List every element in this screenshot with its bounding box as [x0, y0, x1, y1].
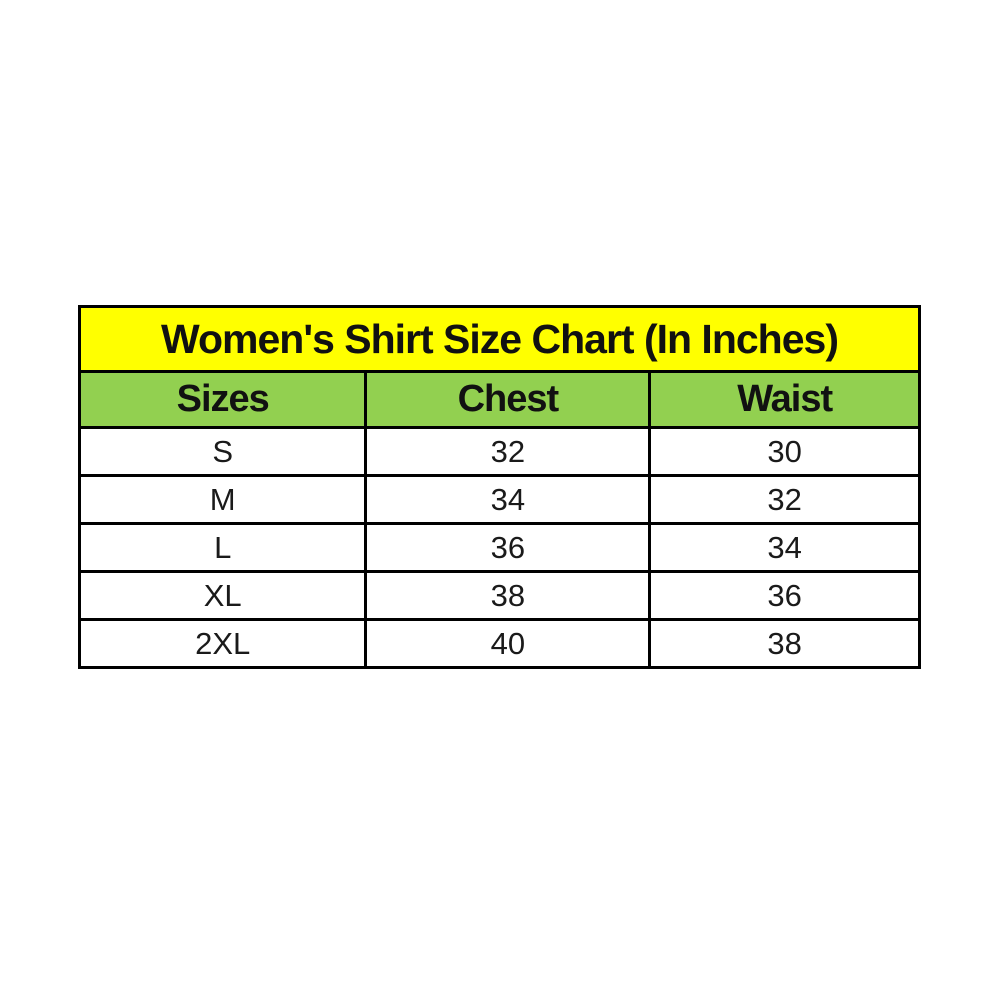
table-row: [80, 620, 920, 668]
size-cell: S: [80, 428, 366, 476]
chest-cell: 34: [366, 476, 650, 524]
waist-cell: 32: [650, 476, 920, 524]
size-chart-container: [78, 305, 921, 669]
waist-cell: 38: [650, 620, 920, 668]
column-header-chest: Chest: [366, 372, 650, 428]
table-row: [80, 572, 920, 620]
size-cell: L: [80, 524, 366, 572]
waist-cell: 36: [650, 572, 920, 620]
column-header-sizes: Sizes: [80, 372, 366, 428]
table-row: [80, 428, 920, 476]
column-header-row: [80, 372, 920, 428]
waist-cell: 30: [650, 428, 920, 476]
column-header-waist: Waist: [650, 372, 920, 428]
size-cell: 2XL: [80, 620, 366, 668]
size-chart-table: [78, 305, 921, 669]
chest-cell: 36: [366, 524, 650, 572]
chest-cell: 38: [366, 572, 650, 620]
table-title: Women's Shirt Size Chart (In Inches): [80, 307, 920, 372]
waist-cell: 34: [650, 524, 920, 572]
table-row: [80, 524, 920, 572]
chest-cell: 40: [366, 620, 650, 668]
chest-cell: 32: [366, 428, 650, 476]
size-cell: M: [80, 476, 366, 524]
table-row: [80, 476, 920, 524]
size-cell: XL: [80, 572, 366, 620]
title-row: [80, 307, 920, 372]
